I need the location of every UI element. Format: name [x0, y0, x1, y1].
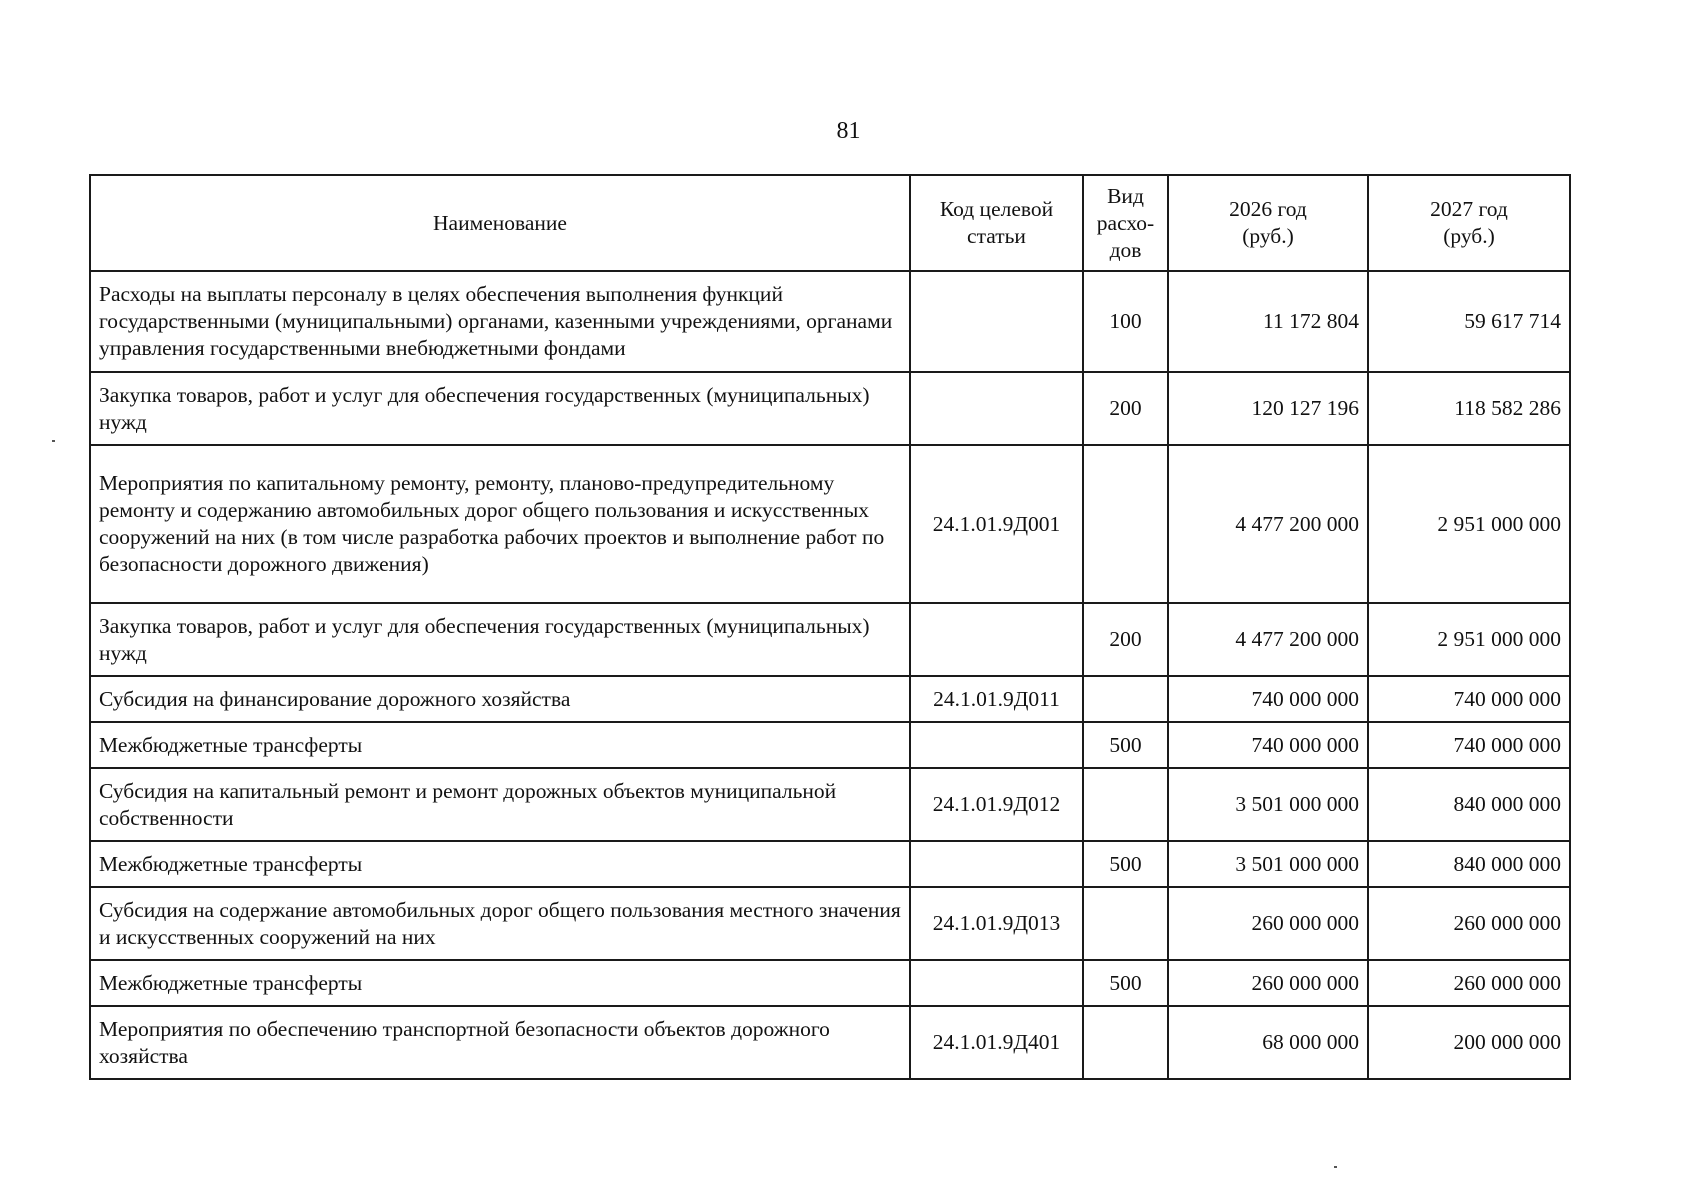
row-name: Субсидия на финансирование дорожного хозяйства — [90, 676, 910, 722]
row-name: Расходы на выплаты персоналу в целях обеспечения выполнения функций государственными (муниципальными) органами, казенными учреждениями, органами управления государственными внебюджетными фондами — [90, 271, 910, 372]
row-2027: 740 000 000 — [1368, 722, 1570, 768]
row-name: Закупка товаров, работ и услуг для обеспечения государственных (муниципальных) нужд — [90, 372, 910, 445]
row-name: Субсидия на содержание автомобильных дорог общего пользования местного значения и искусственных сооружений на них — [90, 887, 910, 960]
row-name: Межбюджетные трансферты — [90, 841, 910, 887]
row-code — [910, 603, 1083, 676]
row-type: 500 — [1083, 960, 1168, 1006]
page-number: 81 — [836, 118, 861, 144]
row-2026: 68 000 000 — [1168, 1006, 1368, 1079]
row-name: Мероприятия по обеспечению транспортной безопасности объектов дорожного хозяйства — [90, 1006, 910, 1079]
row-2027: 200 000 000 — [1368, 1006, 1570, 1079]
row-code — [910, 722, 1083, 768]
table-row — [90, 676, 1570, 722]
row-2026: 3 501 000 000 — [1168, 768, 1368, 841]
header-code-line1: Код целевой — [939, 197, 1054, 221]
row-type — [1083, 768, 1168, 841]
row-name: Закупка товаров, работ и услуг для обеспечения государственных (муниципальных) нужд — [90, 603, 910, 676]
row-2027: 118 582 286 — [1368, 372, 1570, 445]
row-type — [1083, 887, 1168, 960]
table-row — [90, 1006, 1570, 1079]
row-code: 24.1.01.9Д011 — [910, 676, 1083, 722]
row-2026: 120 127 196 — [1168, 372, 1368, 445]
row-code: 24.1.01.9Д001 — [910, 445, 1083, 603]
row-2026: 4 477 200 000 — [1168, 603, 1368, 676]
table-row — [90, 960, 1570, 1006]
header-name-label: Наименование — [433, 210, 567, 235]
row-code: 24.1.01.9Д013 — [910, 887, 1083, 960]
header-type — [1083, 175, 1168, 271]
row-2027: 260 000 000 — [1368, 960, 1570, 1006]
header-2027-line2: (руб.) — [1443, 224, 1495, 248]
row-2026: 260 000 000 — [1168, 960, 1368, 1006]
row-type — [1083, 676, 1168, 722]
table-row — [90, 887, 1570, 960]
header-2027 — [1368, 175, 1570, 271]
table-row — [90, 768, 1570, 841]
header-type-line3: дов — [1109, 237, 1142, 262]
row-type: 100 — [1083, 271, 1168, 372]
header-type-line2: расхо- — [1096, 210, 1155, 235]
row-code — [910, 960, 1083, 1006]
row-type: 500 — [1083, 722, 1168, 768]
row-2027: 740 000 000 — [1368, 676, 1570, 722]
row-2027: 840 000 000 — [1368, 768, 1570, 841]
row-type — [1083, 445, 1168, 603]
row-2027: 2 951 000 000 — [1368, 603, 1570, 676]
row-code: 24.1.01.9Д401 — [910, 1006, 1083, 1079]
header-2026-line1: 2026 год — [1229, 197, 1307, 221]
row-2026: 4 477 200 000 — [1168, 445, 1368, 603]
table-row — [90, 271, 1570, 372]
row-name: Межбюджетные трансферты — [90, 960, 910, 1006]
row-2027: 840 000 000 — [1368, 841, 1570, 887]
row-type: 200 — [1083, 603, 1168, 676]
row-code: 24.1.01.9Д012 — [910, 768, 1083, 841]
row-type: 500 — [1083, 841, 1168, 887]
header-2026-line2: (руб.) — [1242, 224, 1294, 248]
header-2026 — [1168, 175, 1368, 271]
row-code — [910, 271, 1083, 372]
row-2027: 59 617 714 — [1368, 271, 1570, 372]
table-row — [90, 603, 1570, 676]
row-2027: 260 000 000 — [1368, 887, 1570, 960]
table-header-row — [90, 175, 1570, 271]
row-2027: 2 951 000 000 — [1368, 445, 1570, 603]
header-2027-line1: 2027 год — [1430, 197, 1508, 221]
row-name: Межбюджетные трансферты — [90, 722, 910, 768]
scan-speck — [52, 440, 55, 442]
row-type — [1083, 1006, 1168, 1079]
row-type: 200 — [1083, 372, 1168, 445]
table-row — [90, 722, 1570, 768]
row-2026: 3 501 000 000 — [1168, 841, 1368, 887]
row-2026: 260 000 000 — [1168, 887, 1368, 960]
row-code — [910, 841, 1083, 887]
header-name — [90, 175, 910, 271]
table-row — [90, 841, 1570, 887]
row-name: Субсидия на капитальный ремонт и ремонт дорожных объектов муниципальной собственности — [90, 768, 910, 841]
table-row — [90, 372, 1570, 445]
row-code — [910, 372, 1083, 445]
header-type-line1: Вид — [1107, 183, 1144, 208]
table-row — [90, 445, 1570, 603]
budget-table — [89, 174, 1571, 1080]
header-code-line2: статьи — [967, 224, 1026, 248]
header-code — [910, 175, 1083, 271]
row-name: Мероприятия по капитальному ремонту, ремонту, планово-предупредительному ремонту и содержанию автомобильных дорог общего пользования и искусственных сооружений на них (в том числе разработка рабочих проектов и выполнение работ по безопасности дорожного движения) — [90, 445, 910, 603]
scan-speck — [1334, 1166, 1337, 1168]
row-2026: 740 000 000 — [1168, 676, 1368, 722]
row-2026: 11 172 804 — [1168, 271, 1368, 372]
row-2026: 740 000 000 — [1168, 722, 1368, 768]
